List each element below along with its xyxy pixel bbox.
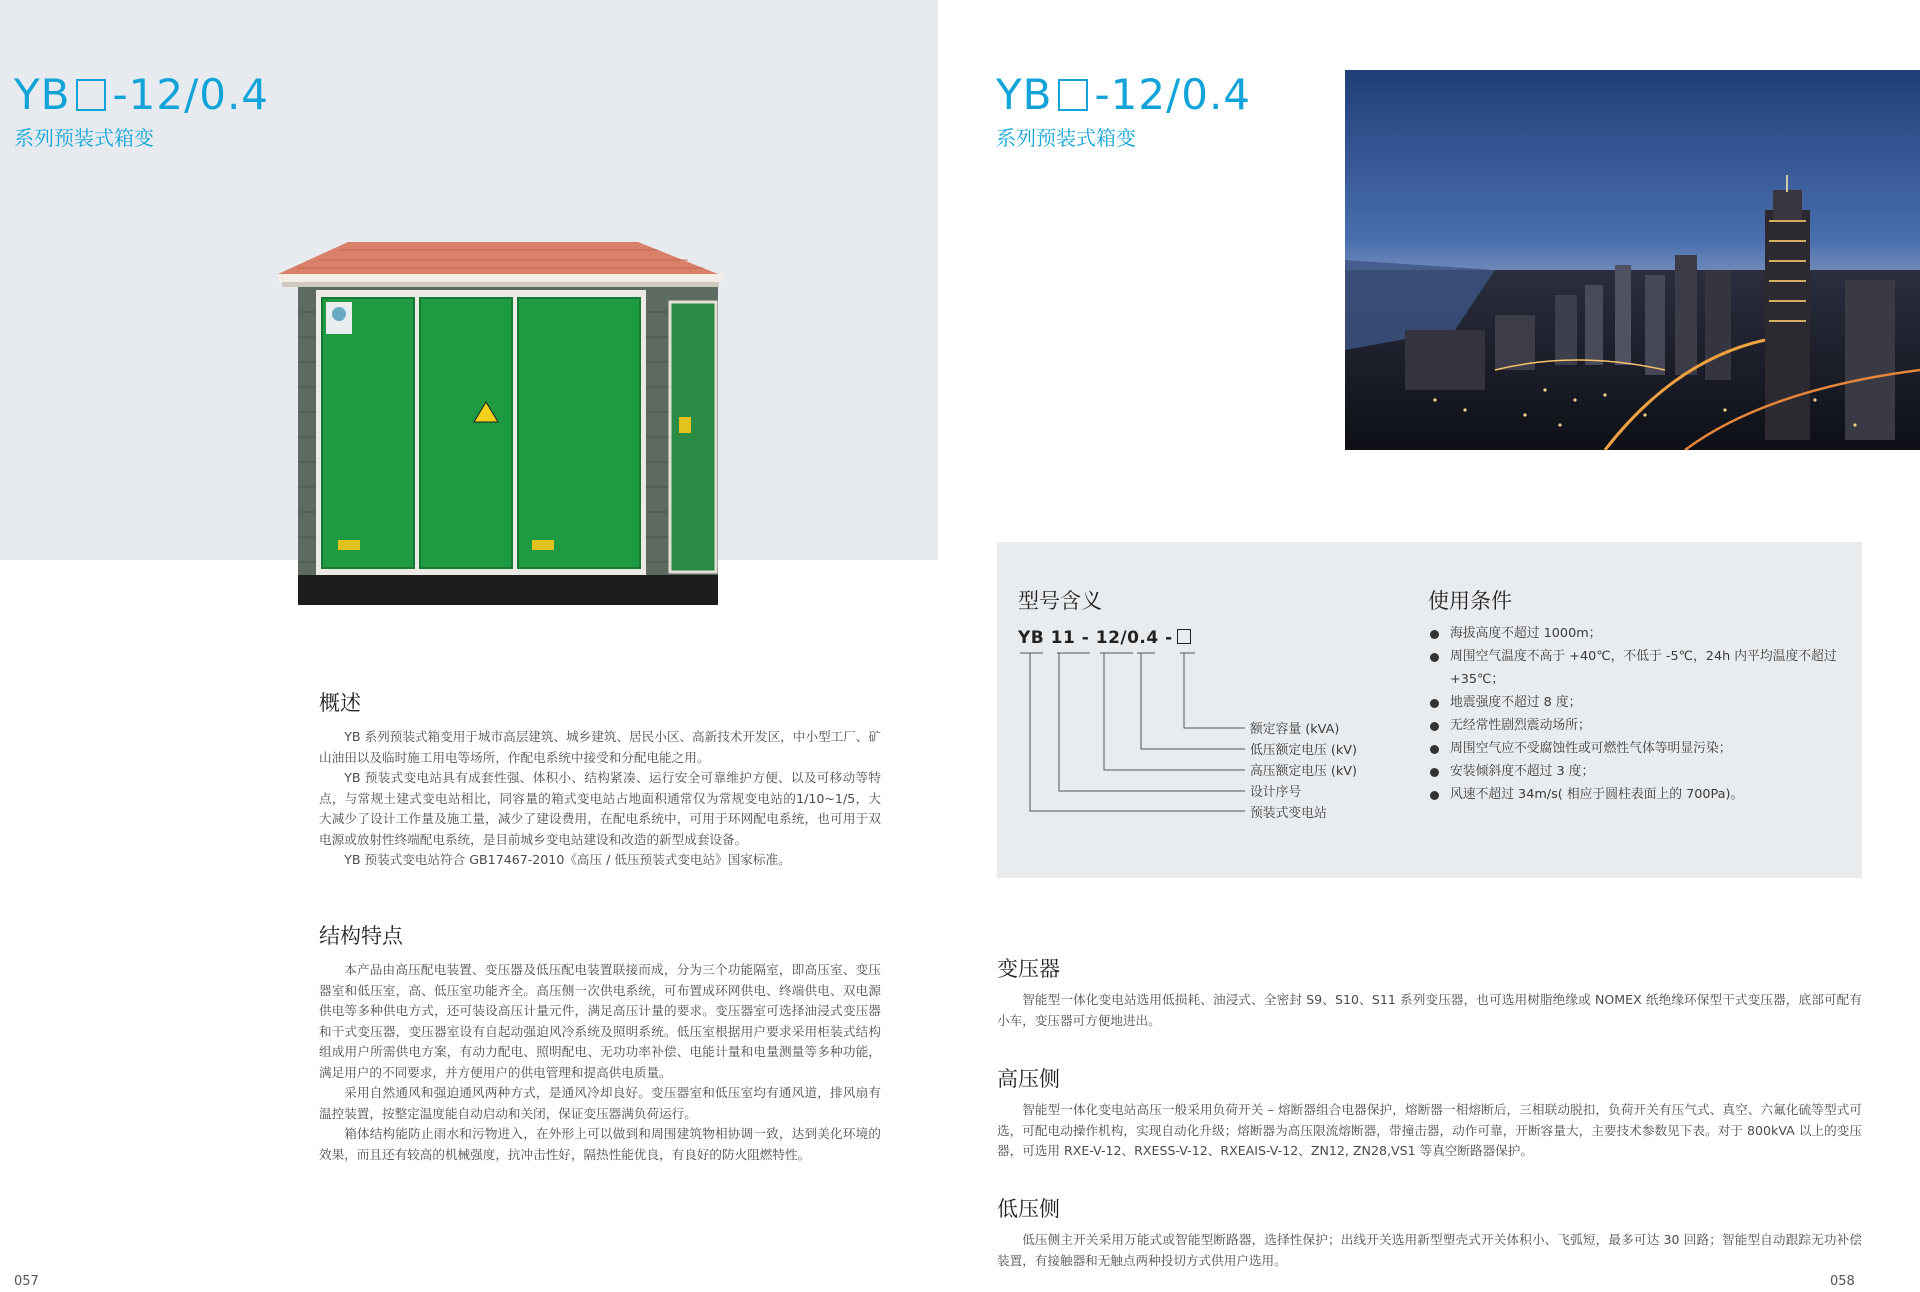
overview-paragraph: YB 预装式变电站符合 GB17467-2010《高压 / 低压预装式变电站》国家标准。 (344, 852, 791, 867)
condition-item: 风速不超过 34m/s( 相应于圆柱表面上的 700Pa)。 (1428, 783, 1838, 806)
condition-item: 周围空气应不受腐蚀性或可燃性气体等明显污染； (1428, 737, 1838, 760)
section-heading-high-voltage: 高压侧 (997, 1067, 1060, 1091)
low-voltage-text (997, 1230, 1862, 1271)
high-voltage-paragraph: 智能型一体化变电站高压一般采用负荷开关 – 熔断器组合电器保护，熔断器一相熔断后，三相联动脱扣，负荷开关有压气式、真空、六氟化硫等型式可选，可配电动操作机构，实现自动化升级；熔断器为高压限流熔断器，带撞击器，动作可靠，开断容量大，主要技术参数见下表。对于 800kVA 以上的变压器，可选用 RXE-V-12、RXESS-V-12、RXEAIS-V-12、ZN12, ZN28,VS1 等真空断路器保护。 (997, 1102, 1862, 1158)
left-subtitle: 系列预装式箱变 (14, 126, 154, 150)
structure-paragraph: 采用自然通风和强迫通风两种方式，是通风冷却良好。变压器室和低压室均有通风道，排风扇有温控装置，按整定温度能自动启动和关闭，保证变压器满负荷运行。 (319, 1085, 881, 1121)
right-subtitle: 系列预装式箱变 (996, 126, 1136, 150)
condition-item: 周围空气温度不高于 +40℃，不低于 -5℃，24h 内平均温度不超过 +35℃； (1428, 645, 1838, 691)
model-code-leader-lines (1020, 650, 1250, 820)
model-label-design-no: 设计序号 (1250, 785, 1302, 800)
substation-cabinet-illustration (278, 242, 778, 618)
model-label-capacity: 额定容量 (kVA) (1250, 722, 1340, 737)
page-number-right: 058 (1830, 1274, 1855, 1289)
model-code-placeholder-box (1177, 629, 1191, 644)
model-label-low-voltage: 低压额定电压 (kV) (1250, 743, 1357, 758)
low-voltage-paragraph: 低压侧主开关采用万能式或智能型断路器，选择性保护；出线开关选用新型塑壳式开关体积小、飞弧短，最多可达 30 回路；智能型自动跟踪无功补偿装置，有接触器和无触点两种投切方式供用户选用。 (997, 1232, 1862, 1268)
city-night-photo (1345, 70, 1920, 450)
condition-item: 海拔高度不超过 1000m； (1428, 622, 1838, 645)
model-placeholder-box (1058, 79, 1088, 111)
condition-item: 无经常性剧烈震动场所； (1428, 714, 1838, 737)
model-label-high-voltage: 高压额定电压 (kV) (1250, 764, 1357, 779)
structure-text (319, 960, 881, 1165)
section-heading-transformer: 变压器 (997, 957, 1060, 981)
high-voltage-text (997, 1100, 1862, 1162)
left-model-title: YB -12/0.4 (14, 70, 270, 119)
page-number-left: 057 (14, 1274, 39, 1289)
structure-paragraph: 箱体结构能防止雨水和污物进入，在外形上可以做到和周围建筑物相协调一致，达到美化环境的效果，而且还有较高的机械强度，抗冲击性好，隔热性能优良，有良好的防火阻燃特性。 (319, 1126, 881, 1162)
conditions-list (1428, 622, 1838, 806)
section-heading-structure: 结构特点 (319, 924, 403, 948)
overview-paragraph: YB 预装式变电站具有成套性强、体积小、结构紧凑、运行安全可靠维护方便、以及可移动等特点，与常规土建式变电站相比，同容量的箱式变电站占地面积通常仅为常规变电站的1/10~1/5，大大减少了设计工作量及施工量，减少了建设费用，在配电系统中，可用于环网配电系统，也可用于双电源或放射性终端配电系统，是目前城乡变电站建设和改造的新型成套设备。 (319, 770, 881, 847)
structure-paragraph: 本产品由高压配电装置、变压器及低压配电装置联接而成，分为三个功能隔室，即高压室、变压器室和低压室，高、低压室功能齐全。高压侧一次供电系统，可布置成环网供电、终端供电、双电源供电等多种供电方式，还可装设高压计量元件，满足高压计量的要求。变压器室可选择油浸式变压器和干式变压器，变压器室设有自起动强迫风冷系统及照明系统。低压室根据用户要求采用柜装式结构组成用户所需供电方案，有动力配电、照明配电、无功功率补偿、电能计量和电量测量等多种功能，满足用户的不同要求，并方便用户的供电管理和提高供电质量。 (319, 962, 881, 1080)
condition-item: 安装倾斜度不超过 3 度； (1428, 760, 1838, 783)
conditions-heading: 使用条件 (1428, 589, 1512, 613)
model-code: YB 11 - 12/0.4 - (1018, 628, 1191, 648)
model-label-substation: 预装式变电站 (1250, 806, 1327, 821)
right-model-title: YB -12/0.4 (996, 70, 1252, 119)
transformer-paragraph: 智能型一体化变电站选用低损耗、油浸式、全密封 S9、S10、S11 系列变压器，也可选用树脂绝缘或 NOMEX 纸绝缘环保型干式变压器，底部可配有小车，变压器可方便地进出。 (997, 992, 1862, 1028)
section-heading-overview: 概述 (319, 691, 361, 715)
section-heading-low-voltage: 低压侧 (997, 1197, 1060, 1221)
transformer-text (997, 990, 1862, 1031)
overview-paragraph: YB 系列预装式箱变用于城市高层建筑、城乡建筑、居民小区、高新技术开发区，中小型工厂、矿山油田以及临时施工用电等场所，作配电系统中接受和分配电能之用。 (319, 729, 881, 765)
overview-text (319, 727, 881, 871)
condition-item: 地震强度不超过 8 度； (1428, 691, 1838, 714)
model-meaning-heading: 型号含义 (1018, 589, 1102, 613)
model-placeholder-box (76, 79, 106, 111)
